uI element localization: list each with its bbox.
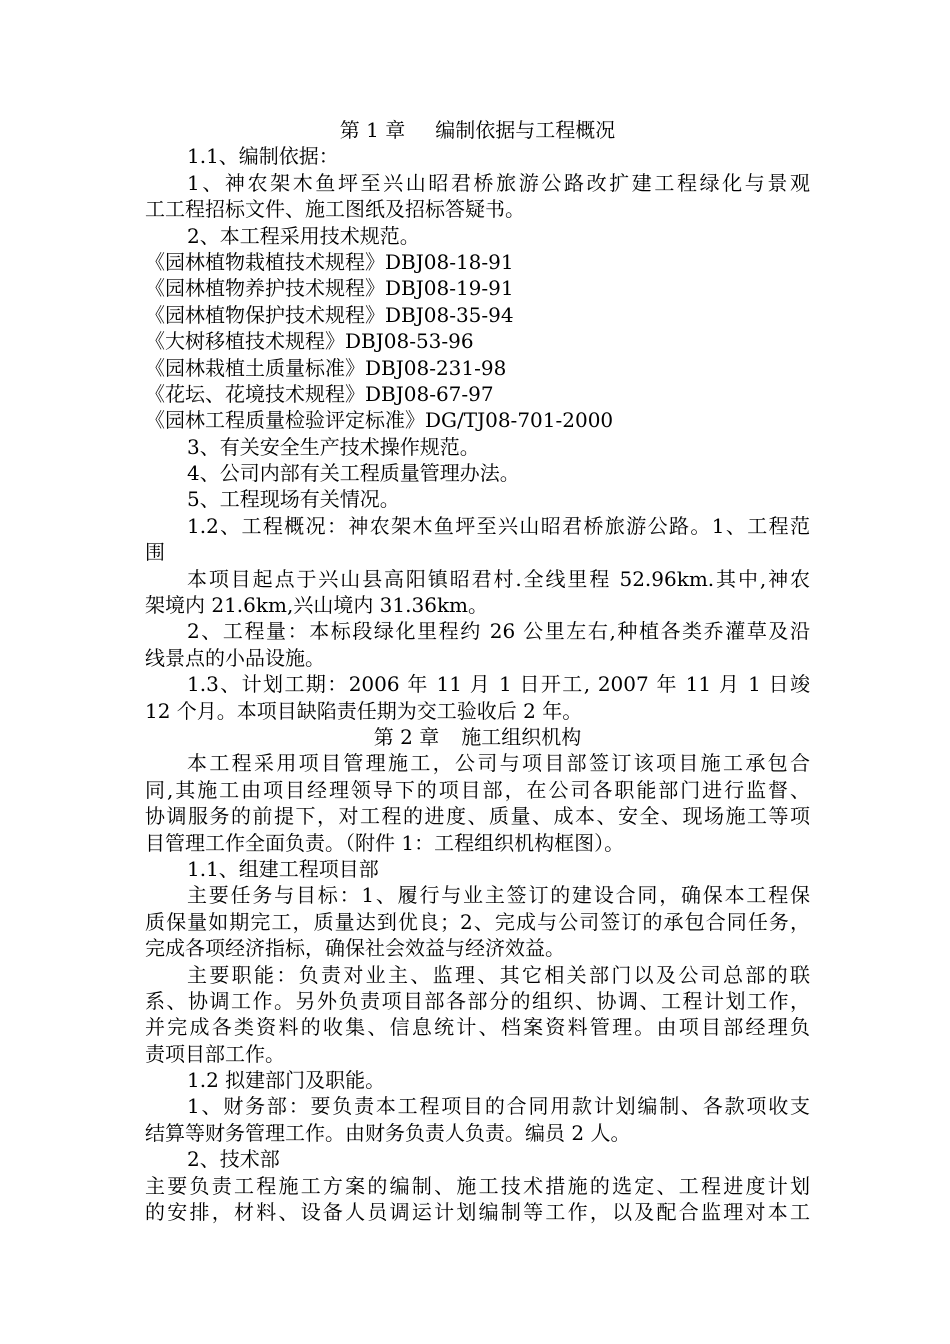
subsection-heading: 2、技术部 [187,1147,280,1172]
paragraph-line: 本工程采用项目管理施工，公司与项目部签订该项目施工承包合 [187,751,810,776]
paragraph-line: 的安排，材料、设备人员调运计划编制等工作，以及配合监理对本工 [145,1200,810,1225]
standard-item: 《大树移植技术规程》DBJ08-53-96 [145,329,474,354]
section-1-2-line: 1.2、工程概况：神农架木鱼坪至兴山昭君桥旅游公路。1、工程范 [187,513,810,538]
paragraph-line: 并完成各类资料的收集、信息统计、档案资料管理。由项目部经理负 [145,1015,810,1040]
paragraph-line: 主要负责工程施工方案的编制、施工技术措施的选定、工程进度计划 [145,1173,810,1198]
chapter-1-title: 编制依据与工程概况 [435,118,616,142]
paragraph-line: 1、财务部：要负责本工程项目的合同用款计划编制、各款项收支 [187,1094,810,1119]
standard-item: 《园林植物保护技术规程》DBJ08-35-94 [145,302,514,327]
section-1-3-line: 12 个月。本项目缺陷责任期为交工验收后 2 年。 [145,698,583,723]
paragraph-line: 4、公司内部有关工程质量管理办法。 [187,461,520,486]
chapter-2-heading [145,724,810,750]
section-1-2-line: 围 [145,540,165,565]
subsection-heading: 1.2 拟建部门及职能。 [187,1068,386,1093]
paragraph-line: 协调服务的前提下，对工程的进度、质量、成本、安全、现场施工等项 [145,804,810,829]
section-1-3-line: 1.3、计划工期：2006 年 11 月 1 日开工, 2007 年 11 月 1 日竣 [187,672,810,697]
chapter-2-title: 施工组织机构 [461,724,582,749]
paragraph-line: 主要职能：负责对业主、监理、其它相关部门以及公司总部的联 [187,962,810,987]
paragraph-line: 系、协调工作。另外负责项目部各部分的组织、协调、工程计划工作， [145,988,810,1013]
paragraph-line: 结算等财务管理工作。由财务负责人负责。编员 2 人。 [145,1120,631,1145]
document-page [145,117,810,1225]
paragraph-line: 工工程招标文件、施工图纸及招标答疑书。 [145,197,525,222]
paragraph-line: 质保量如期完工，质量达到优良；2、完成与公司签订的承包合同任务， [145,909,810,934]
standard-item: 《园林栽植土质量标准》DBJ08-231-98 [145,355,507,380]
standard-item: 《园林工程质量检验评定标准》DG/TJ08-701-2000 [145,408,614,433]
paragraph-line: 本项目起点于兴山县高阳镇昭君村.全线里程 52.96km.其中,神农 [187,566,810,591]
paragraph-line: 2、本工程采用技术规范。 [187,223,420,248]
paragraph-line: 架境内 21.6km,兴山境内 31.36km。 [145,593,489,618]
paragraph-line: 同,其施工由项目经理领导下的项目部，在公司各职能部门进行监督、 [145,777,810,802]
standard-item: 《花坛、花境技术规程》DBJ08-67-97 [145,381,494,406]
paragraph-line: 完成各项经济指标，确保社会效益与经济效益。 [145,936,565,961]
paragraph-line: 5、工程现场有关情况。 [187,487,400,512]
chapter-1-number: 第 1 章 [339,118,406,142]
paragraph-line: 1、神农架木鱼坪至兴山昭君桥旅游公路改扩建工程绿化与景观 [187,170,810,195]
standard-item: 《园林植物栽植技术规程》DBJ08-18-91 [145,249,514,274]
paragraph-line: 目管理工作全面负责。（附件 1：工程组织机构框图）。 [145,830,625,855]
standard-item: 《园林植物养护技术规程》DBJ08-19-91 [145,276,514,301]
paragraph-line: 线景点的小品设施。 [145,645,325,670]
paragraph-line: 责项目部工作。 [145,1041,285,1066]
paragraph-line: 主要任务与目标：1、履行与业主签订的建设合同，确保本工程保 [187,883,810,908]
subsection-heading: 1.1、组建工程项目部 [187,856,379,881]
chapter-1-heading [145,117,810,143]
section-1-1-heading: 1.1、编制依据： [187,144,339,169]
paragraph-line: 3、有关安全生产技术操作规范。 [187,434,480,459]
chapter-2-number: 第 2 章 [373,724,440,749]
paragraph-line: 2、工程量：本标段绿化里程约 26 公里左右,种植各类乔灌草及沿 [187,619,810,644]
